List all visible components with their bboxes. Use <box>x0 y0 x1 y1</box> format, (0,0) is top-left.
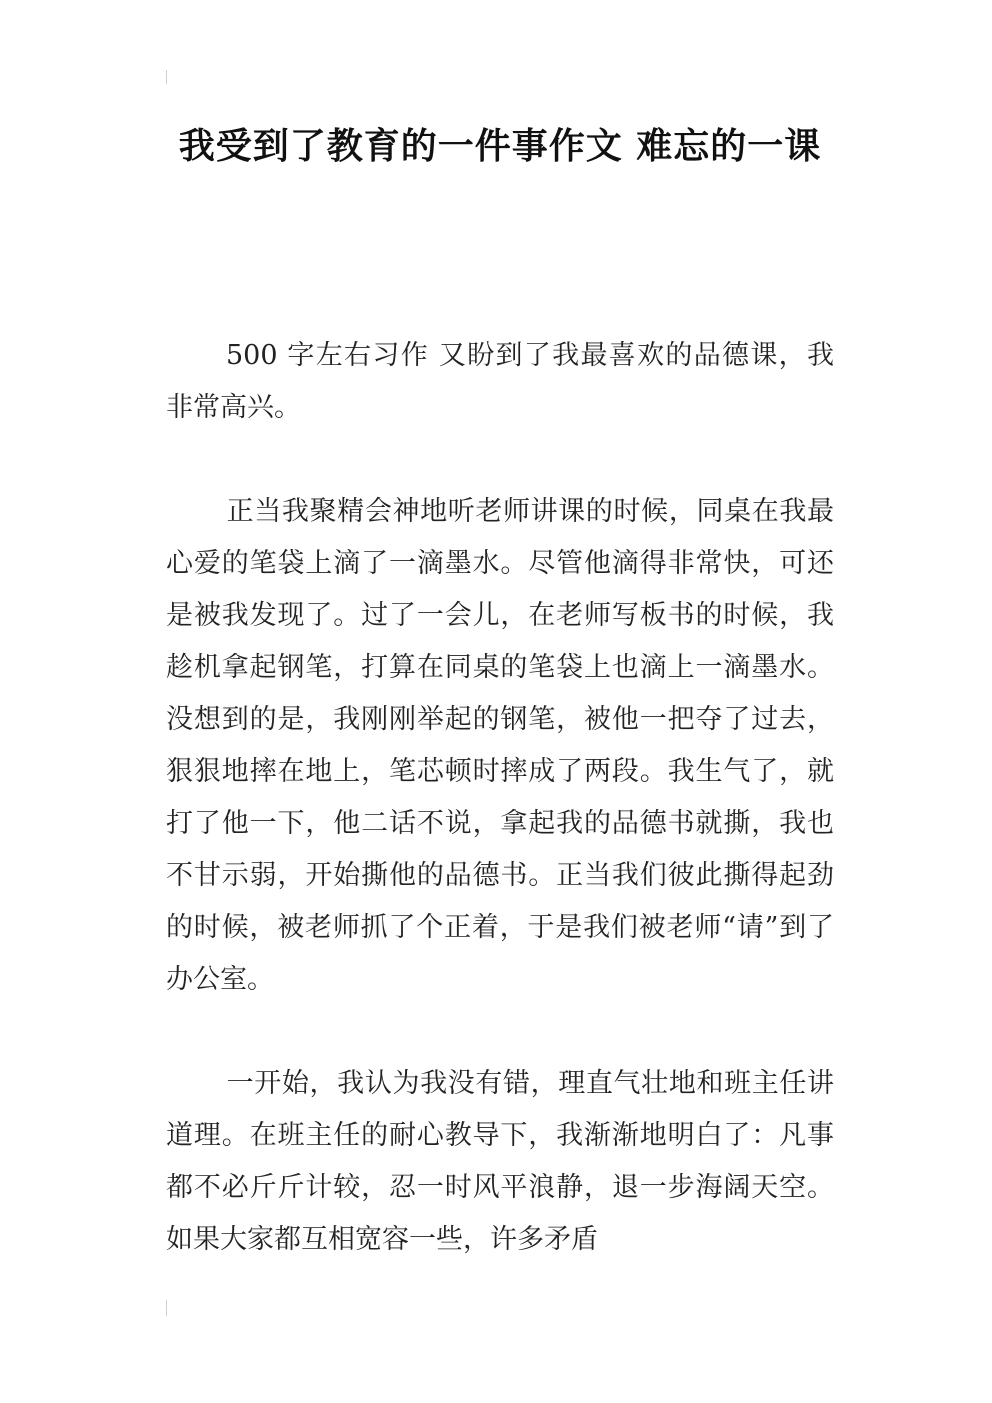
page-corner-mark-bottom <box>166 1300 167 1316</box>
page-corner-mark-top <box>166 70 167 84</box>
document-title: 我受到了教育的一件事作文 难忘的一课 <box>178 126 822 167</box>
paragraph-2 <box>166 486 834 1006</box>
paragraph-3 <box>166 1058 834 1266</box>
paragraph-2-text: 正当我聚精会神地听老师讲课的时候，同桌在我最心爱的笔袋上滴了一滴墨水。尽管他滴得非常快，可还是被我发现了。过了一会儿，在老师写板书的时候，我趁机拿起钢笔，打算在同桌的笔袋上也滴上一滴墨水。没想到的是，我刚刚举起的钢笔，被他一把夺了过去，狠狠地摔在地上，笔芯顿时摔成了两段。我生气了，就打了他一下，他二话不说，拿起我的品德书就撕，我也不甘示弱，开始撕他的品德书。正当我们彼此撕得起劲的时候，被老师抓了个正着，于是我们被老师“请”到了办公室。 <box>166 496 834 995</box>
paragraph-1-text: 500 字左右习作 又盼到了我最喜欢的品德课，我非常高兴。 <box>166 340 834 423</box>
paragraph-3-text: 一开始，我认为我没有错，理直气壮地和班主任讲道理。在班主任的耐心教导下，我渐渐地明白了：凡事都不必斤斤计较，忍一时风平浪静，退一步海阔天空。如果大家都互相宽容一些，许多矛盾 <box>166 1068 834 1255</box>
paragraph-1 <box>166 330 834 434</box>
